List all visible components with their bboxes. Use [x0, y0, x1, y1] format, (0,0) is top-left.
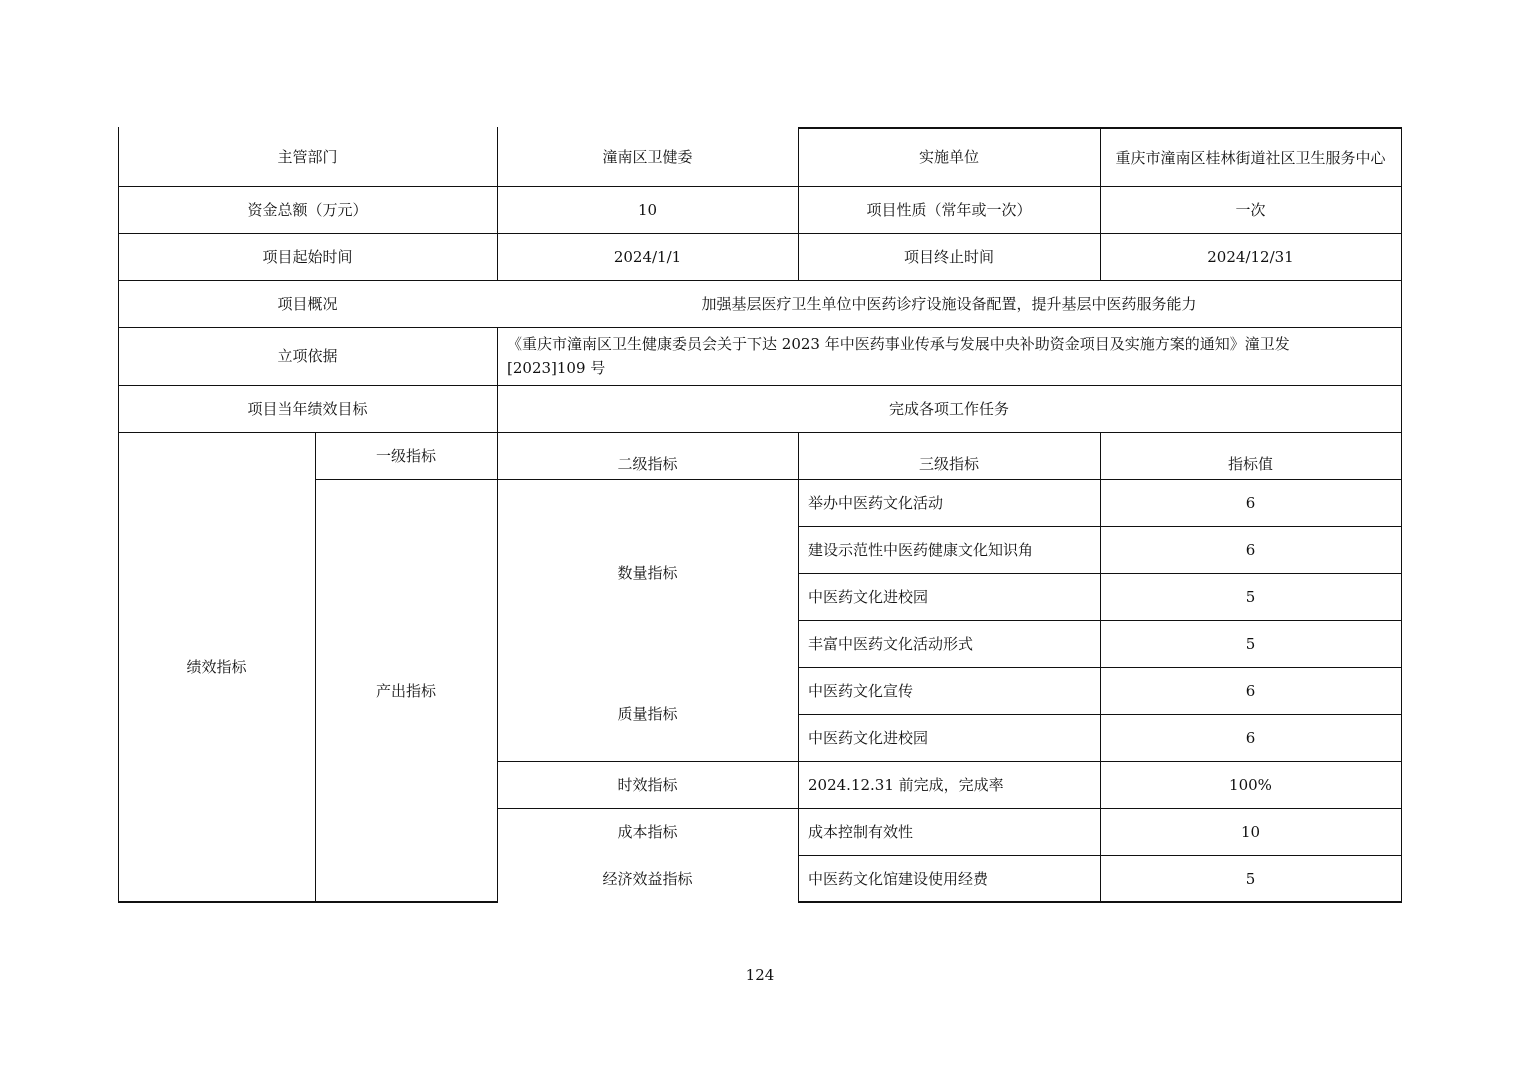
indicator-value: 5 — [1245, 869, 1256, 888]
quality-indicator-label: 质量指标 — [617, 705, 678, 723]
timeliness-indicator-label: 时效指标 — [617, 775, 678, 794]
indicator-value: 100% — [1229, 775, 1272, 794]
value-header: 指标值 — [1227, 454, 1273, 473]
start-value: 2024/1/1 — [613, 247, 682, 266]
end-value: 2024/12/31 — [1207, 247, 1294, 266]
indicator-name: 举办中医药文化活动 — [808, 493, 944, 512]
indicator-name: 中医药文化宣传 — [808, 681, 914, 700]
quantity-indicator-label: 数量指标 — [617, 564, 678, 582]
nature-label: 项目性质（常年或一次） — [866, 200, 1032, 219]
indicator-value: 6 — [1245, 540, 1256, 559]
impl-unit-label: 实施单位 — [918, 147, 979, 166]
economic-indicator-label: 经济效益指标 — [602, 869, 693, 888]
indicator-value: 5 — [1245, 634, 1256, 653]
output-indicator-label: 产出指标 — [375, 681, 436, 700]
indicator-value: 6 — [1245, 728, 1256, 747]
cost-indicator-label: 成本指标 — [617, 822, 678, 841]
indicator-name: 中医药文化进校园 — [808, 587, 929, 606]
start-label: 项目起始时间 — [262, 247, 353, 266]
indicator-name: 中医药文化进校园 — [808, 728, 929, 747]
indicator-value: 5 — [1245, 587, 1256, 606]
indicator-name: 成本控制有效性 — [808, 822, 914, 841]
end-label: 项目终止时间 — [903, 247, 994, 266]
supervising-dept-value: 潼南区卫健委 — [602, 147, 693, 166]
indicator-value: 10 — [1240, 822, 1261, 841]
level3-header: 三级指标 — [918, 454, 979, 473]
basis-value: 《重庆市潼南区卫生健康委员会关于下达 2023 年中医药事业传承与发展中央补助资金项目及实施方案的通知》潼卫发[2023]109 号 — [507, 335, 1290, 377]
indicator-name: 2024.12.31 前完成，完成率 — [808, 775, 1004, 794]
page-number: 124 — [745, 966, 775, 984]
indicator-value: 6 — [1245, 681, 1256, 700]
total-funds-label: 资金总额（万元） — [247, 200, 368, 219]
total-funds-value: 10 — [637, 200, 658, 219]
indicator-name: 建设示范性中医药健康文化知识角 — [808, 540, 1034, 559]
goal-label: 项目当年绩效目标 — [247, 399, 368, 418]
performance-indicators-label: 绩效指标 — [186, 658, 247, 676]
overview-value: 加强基层医疗卫生单位中医药诊疗设施设备配置，提升基层中医药服务能力 — [701, 294, 1197, 313]
nature-value: 一次 — [1235, 200, 1266, 219]
level2-header: 二级指标 — [617, 454, 678, 473]
overview-label: 项目概况 — [277, 294, 338, 313]
indicator-name: 中医药文化馆建设使用经费 — [808, 869, 989, 888]
level1-header: 一级指标 — [375, 446, 436, 465]
indicator-name: 丰富中医药文化活动形式 — [808, 634, 974, 653]
basis-label: 立项依据 — [277, 347, 338, 365]
indicator-value: 6 — [1245, 493, 1256, 512]
impl-unit-value: 重庆市潼南区桂林街道社区卫生服务中心 — [1115, 148, 1386, 167]
goal-value: 完成各项工作任务 — [888, 399, 1009, 418]
supervising-dept-label: 主管部门 — [277, 147, 338, 166]
